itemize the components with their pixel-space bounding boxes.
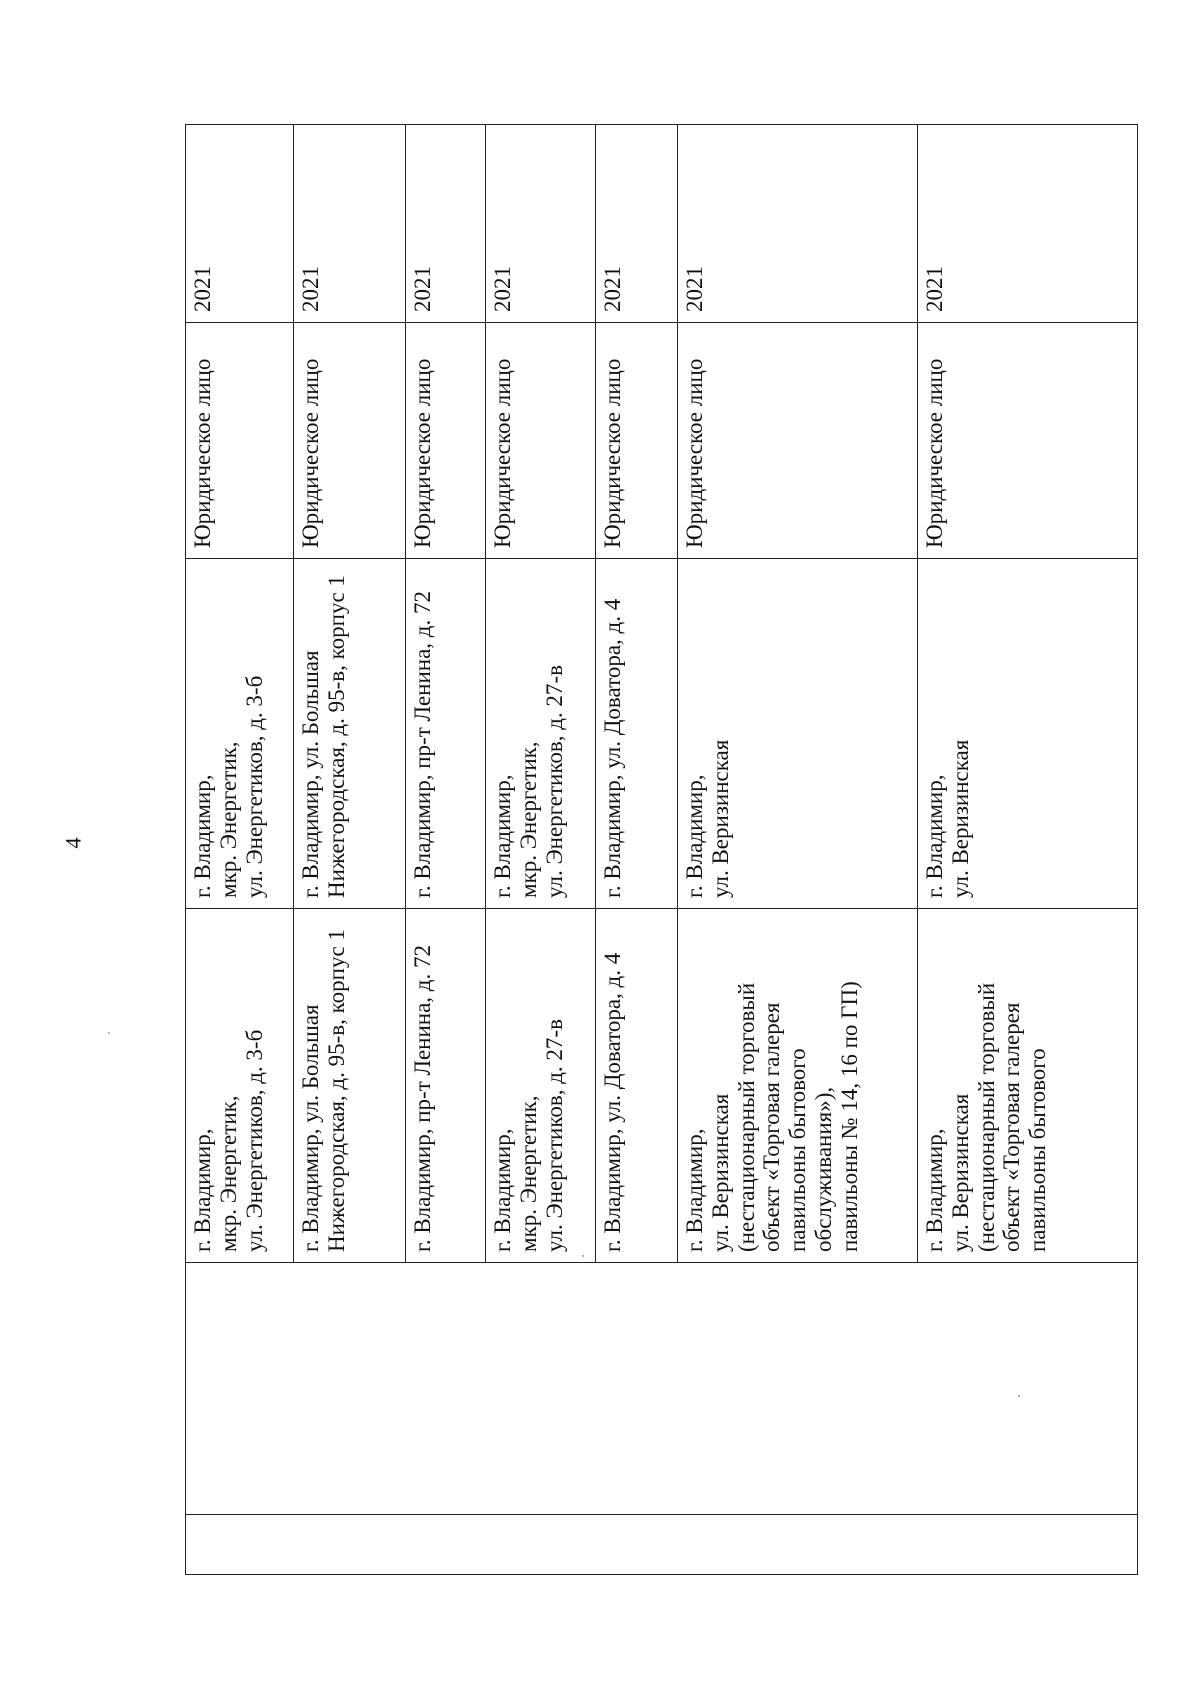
person-type-cell: Юридическое лицо xyxy=(596,323,678,559)
object-cell: г. Владимир, мкр. Энергетик, ул. Энергетиков, д. 3-б xyxy=(186,909,294,1263)
person-type-cell: Юридическое лицо xyxy=(678,323,918,559)
address-cell: г. Владимир, мкр. Энергетик, ул. Энергетиков, д. 27-в xyxy=(486,559,596,909)
year-cell: 2021 xyxy=(406,125,486,323)
person-type-cell: Юридическое лицо xyxy=(406,323,486,559)
object-cell: г. Владимир, ул. Веризинская (нестационарный торговый объект «Торговая галерея павильоны бытового xyxy=(918,909,1138,1263)
scan-speck xyxy=(108,1032,110,1034)
year-cell: 2021 xyxy=(918,125,1138,323)
address-cell: г. Владимир, ул. Веризинская xyxy=(678,559,918,909)
scan-speck xyxy=(582,1255,584,1257)
object-cell: г. Владимир, пр-т Ленина, д. 72 xyxy=(406,909,486,1263)
address-cell: г. Владимир, мкр. Энергетик, ул. Энергетиков, д. 3-б xyxy=(186,559,294,909)
page-number: 4 xyxy=(60,837,86,849)
year-cell: 2021 xyxy=(678,125,918,323)
address-cell: г. Владимир, ул. Веризинская xyxy=(918,559,1138,909)
year-cell: 2021 xyxy=(596,125,678,323)
year-cell: 2021 xyxy=(294,125,406,323)
scan-speck xyxy=(1018,1395,1020,1397)
person-type-cell: Юридическое лицо xyxy=(294,323,406,559)
year-cell: 2021 xyxy=(186,125,294,323)
address-cell: г. Владимир, ул. Доватора, д. 4 xyxy=(596,559,678,909)
person-type-cell: Юридическое лицо xyxy=(186,323,294,559)
address-cell: г. Владимир, пр-т Ленина, д. 72 xyxy=(406,559,486,909)
year-cell: 2021 xyxy=(486,125,596,323)
register-table xyxy=(185,124,1138,1575)
object-cell: г. Владимир, мкр. Энергетик, ул. Энергетиков, д. 27-в xyxy=(486,909,596,1263)
rotated-table xyxy=(185,125,1137,1575)
person-type-cell: Юридическое лицо xyxy=(918,323,1138,559)
object-cell: г. Владимир, ул. Веризинская (нестационарный торговый объект «Торговая галерея павильоны бытового обслуживания»), павильоны № 14, 16 по ГП) xyxy=(678,909,918,1263)
blank-cell xyxy=(186,1515,1138,1575)
table-row xyxy=(186,125,294,1575)
address-cell: г. Владимир, ул. Большая Нижегородская, д. 95-в, корпус 1 xyxy=(294,559,406,909)
object-cell: г. Владимир, ул. Доватора, д. 4 xyxy=(596,909,678,1263)
blank-cell xyxy=(186,1263,1138,1515)
person-type-cell: Юридическое лицо xyxy=(486,323,596,559)
object-cell: г. Владимир, ул. Большая Нижегородская, д. 95-в, корпус 1 xyxy=(294,909,406,1263)
